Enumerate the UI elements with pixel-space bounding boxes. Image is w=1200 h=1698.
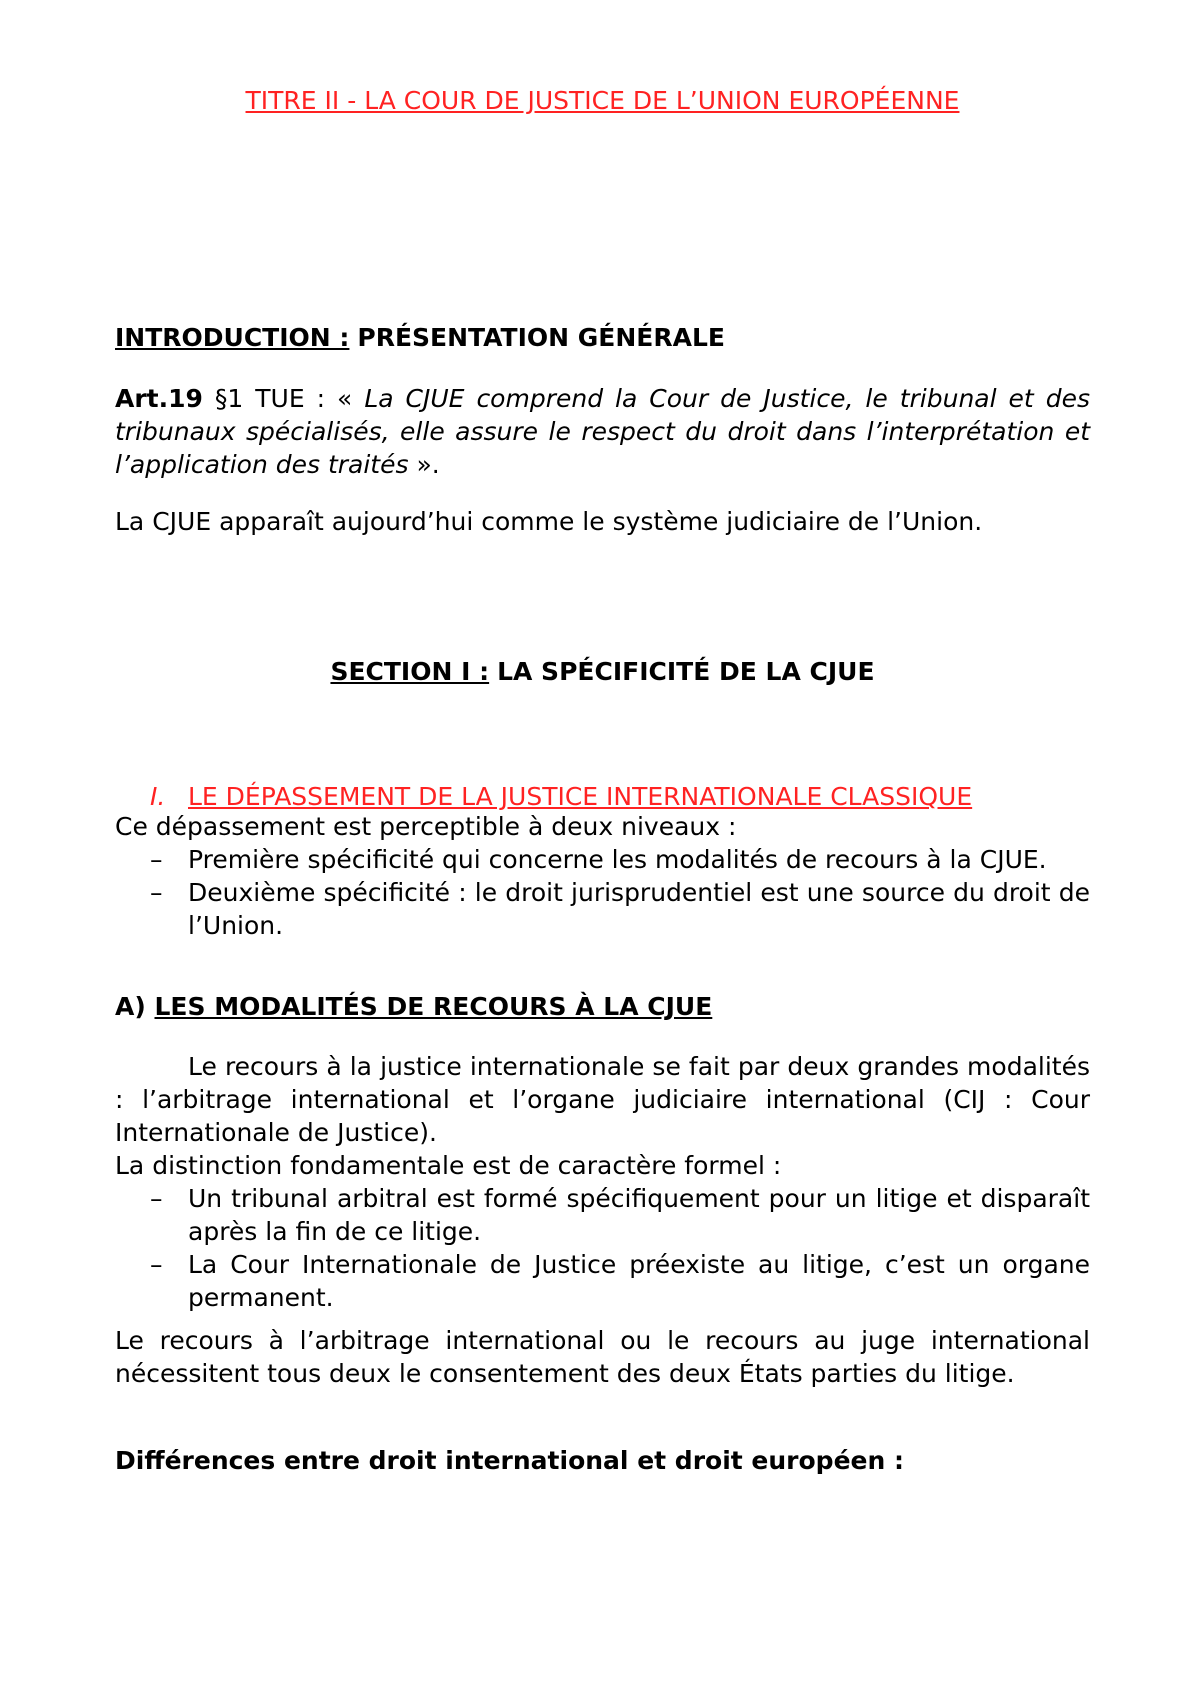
part1-number: I. xyxy=(150,782,166,811)
art19-close: ». xyxy=(408,450,440,479)
intro-paragraph: La CJUE apparaît aujourd’hui comme le système judiciaire de l’Union. xyxy=(115,507,983,536)
document-title: TITRE II - LA COUR DE JUSTICE DE L’UNION EUROPÉENNE xyxy=(245,86,960,115)
section1-label: SECTION I : xyxy=(330,657,490,686)
list-item-text: Un tribunal arbitral est formé spécifiquement pour un litige et disparaît après la fin de ce litige. xyxy=(188,1184,1090,1246)
part1-list-block xyxy=(115,810,1090,942)
list-item-text: La Cour Internationale de Justice préexiste au litige, c’est un organe permanent. xyxy=(188,1250,1090,1312)
dash-bullet: – xyxy=(150,1250,163,1279)
art19-paragraph xyxy=(115,382,1090,481)
list-item-text: Première spécificité qui concerne les modalités de recours à la CJUE. xyxy=(188,845,1047,874)
list-item xyxy=(115,843,1090,876)
subA-body xyxy=(115,1050,1090,1314)
list-item xyxy=(115,1248,1090,1314)
consent-paragraph: Le recours à l’arbitrage international ou le recours au juge international nécessitent tous deux le consentement des deux États parties du litige. xyxy=(115,1326,1090,1388)
subA-paragraph: Le recours à la justice internationale se fait par deux grandes modalités : l’arbitrage international et l’organe judiciaire international (CIJ : Cour Internationale de Justice). xyxy=(115,1052,1090,1147)
dash-bullet: – xyxy=(150,878,163,907)
part1-intro: Ce dépassement est perceptible à deux niveaux : xyxy=(115,812,737,841)
art19-ref-bold: Art.19 xyxy=(115,384,203,413)
differences-heading: Différences entre droit international et droit européen : xyxy=(115,1446,904,1475)
dash-bullet: – xyxy=(150,1184,163,1213)
list-item xyxy=(115,1182,1090,1248)
art19-ref-plain: §1 TUE : « xyxy=(202,384,365,413)
art19-quote: La CJUE comprend la Cour de Justice, le tribunal et des tribunaux spécialisés, elle assure le respect du droit dans l’interprétation et l’application des traités xyxy=(115,384,1090,479)
section1-title: LA SPÉCIFICITÉ DE LA CJUE xyxy=(497,657,875,686)
intro-title: PRÉSENTATION GÉNÉRALE xyxy=(357,323,725,352)
intro-heading xyxy=(115,321,1090,354)
part1-title: LE DÉPASSEMENT DE LA JUSTICE INTERNATIONALE CLASSIQUE xyxy=(188,782,973,811)
list-item-text: Deuxième spécificité : le droit jurisprudentiel est une source du droit de l’Union. xyxy=(188,878,1090,940)
subA-prefix: A) xyxy=(115,992,155,1021)
dash-bullet: – xyxy=(150,845,163,874)
subA-heading xyxy=(115,990,1090,1023)
subA-distinction: La distinction fondamentale est de caractère formel : xyxy=(115,1151,782,1180)
subA-title: LES MODALITÉS DE RECOURS À LA CJUE xyxy=(154,992,713,1021)
section1-heading xyxy=(115,655,1090,688)
list-item xyxy=(115,876,1090,942)
intro-label: INTRODUCTION : xyxy=(115,323,350,352)
